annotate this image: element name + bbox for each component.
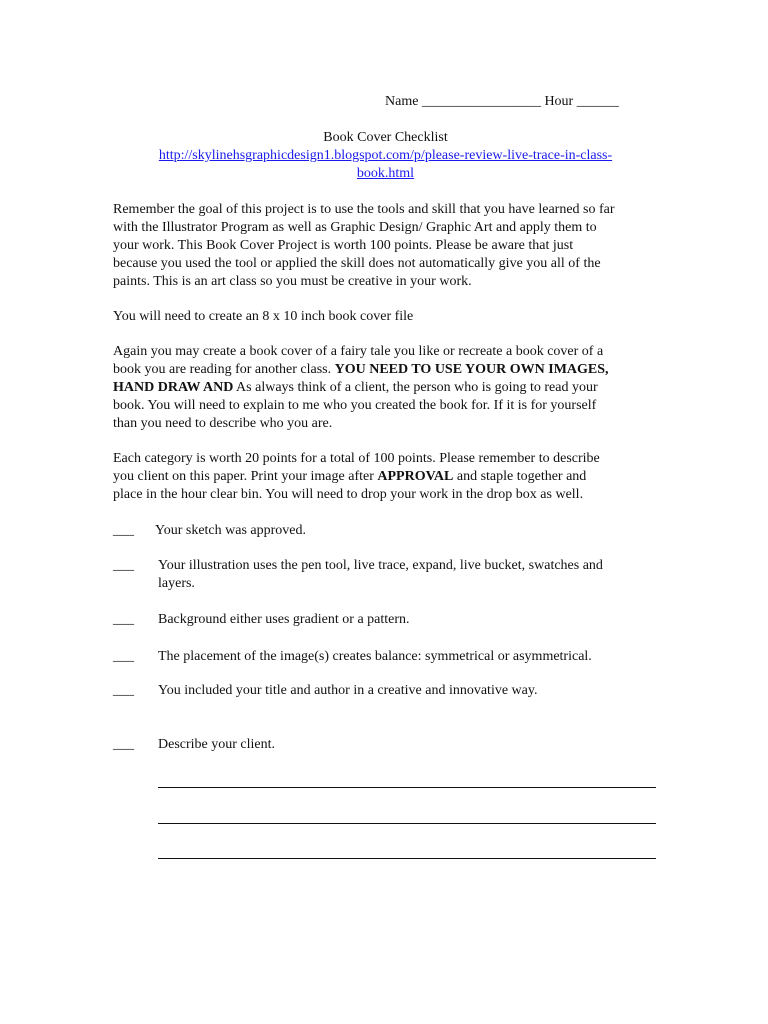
blog-link-line-1[interactable]: http://skylinehsgraphicdesign1.blogspot.com/p/please-review-live-trace-in-class- xyxy=(158,148,613,163)
own-images-emphasis: YOU NEED TO USE YOUR OWN IMAGES, xyxy=(334,362,609,377)
hour-label: Hour xyxy=(544,94,574,109)
client-description-line[interactable] xyxy=(158,787,656,788)
checklist-text: Your sketch was approved. xyxy=(155,523,306,538)
approval-emphasis: APPROVAL xyxy=(377,469,454,484)
again-text: book you are reading for another class. xyxy=(113,362,335,377)
hour-blank: ______ xyxy=(576,94,619,109)
size-note xyxy=(113,308,658,326)
check-blank[interactable]: ___ xyxy=(113,737,134,752)
title-block xyxy=(113,129,658,183)
name-label: Name xyxy=(385,94,419,109)
intro-paragraph xyxy=(113,201,658,291)
again-paragraph xyxy=(113,343,658,433)
checklist-text: Background either uses gradient or a pattern. xyxy=(158,612,410,627)
category-paragraph xyxy=(113,450,658,504)
check-blank[interactable]: ___ xyxy=(113,683,134,698)
again-line: than you need to describe who you are. xyxy=(113,416,333,431)
check-blank[interactable]: ___ xyxy=(113,649,134,664)
again-line xyxy=(113,379,658,397)
category-line: Each category is worth 20 points for a total of 100 points. Please remember to describe xyxy=(113,451,600,466)
size-note-text: You will need to create an 8 x 10 inch book cover file xyxy=(113,309,414,324)
document-title: Book Cover Checklist xyxy=(323,130,448,145)
again-line: book. You will need to explain to me who you created the book for. If it is for yourself xyxy=(113,398,597,413)
category-text: and staple together and xyxy=(453,469,587,484)
intro-line: because you used the tool or applied the skill does not automatically give you all of the xyxy=(113,256,601,271)
check-blank[interactable]: ___ xyxy=(113,612,134,627)
check-blank[interactable]: ___ xyxy=(113,523,134,538)
category-line xyxy=(113,468,658,486)
category-text: you client on this paper. Print your image after xyxy=(113,469,378,484)
hand-draw-emphasis: HAND DRAW AND xyxy=(113,380,234,395)
checklist-text: You included your title and author in a creative and innovative way. xyxy=(158,683,538,698)
client-description-line[interactable] xyxy=(158,858,656,859)
again-line: Again you may create a book cover of a fairy tale you like or recreate a book cover of a xyxy=(113,344,604,359)
name-hour-line xyxy=(385,94,619,110)
intro-line: Remember the goal of this project is to use the tools and skill that you have learned so far xyxy=(113,202,615,217)
checklist-text: Your illustration uses the pen tool, live trace, expand, live bucket, swatches and xyxy=(158,558,603,573)
category-line: place in the hour clear bin. You will need to drop your work in the drop box as well. xyxy=(113,487,584,502)
intro-line: with the Illustrator Program as well as Graphic Design/ Graphic Art and apply them to xyxy=(113,220,597,235)
client-description-line[interactable] xyxy=(158,823,656,824)
again-line xyxy=(113,361,658,379)
intro-line: paints. This is an art class so you must be creative in your work. xyxy=(113,274,472,289)
checklist-text: layers. xyxy=(158,576,195,591)
checklist-text: The placement of the image(s) creates balance: symmetrical or asymmetrical. xyxy=(158,649,592,664)
blog-link-line-2[interactable]: book.html xyxy=(356,166,415,181)
checklist-text: Describe your client. xyxy=(158,737,276,752)
intro-line: your work. This Book Cover Project is worth 100 points. Please be aware that just xyxy=(113,238,574,253)
again-text: As always think of a client, the person who is going to read your xyxy=(233,380,598,395)
check-blank[interactable]: ___ xyxy=(113,558,134,573)
name-blank: _________________ xyxy=(421,94,541,109)
